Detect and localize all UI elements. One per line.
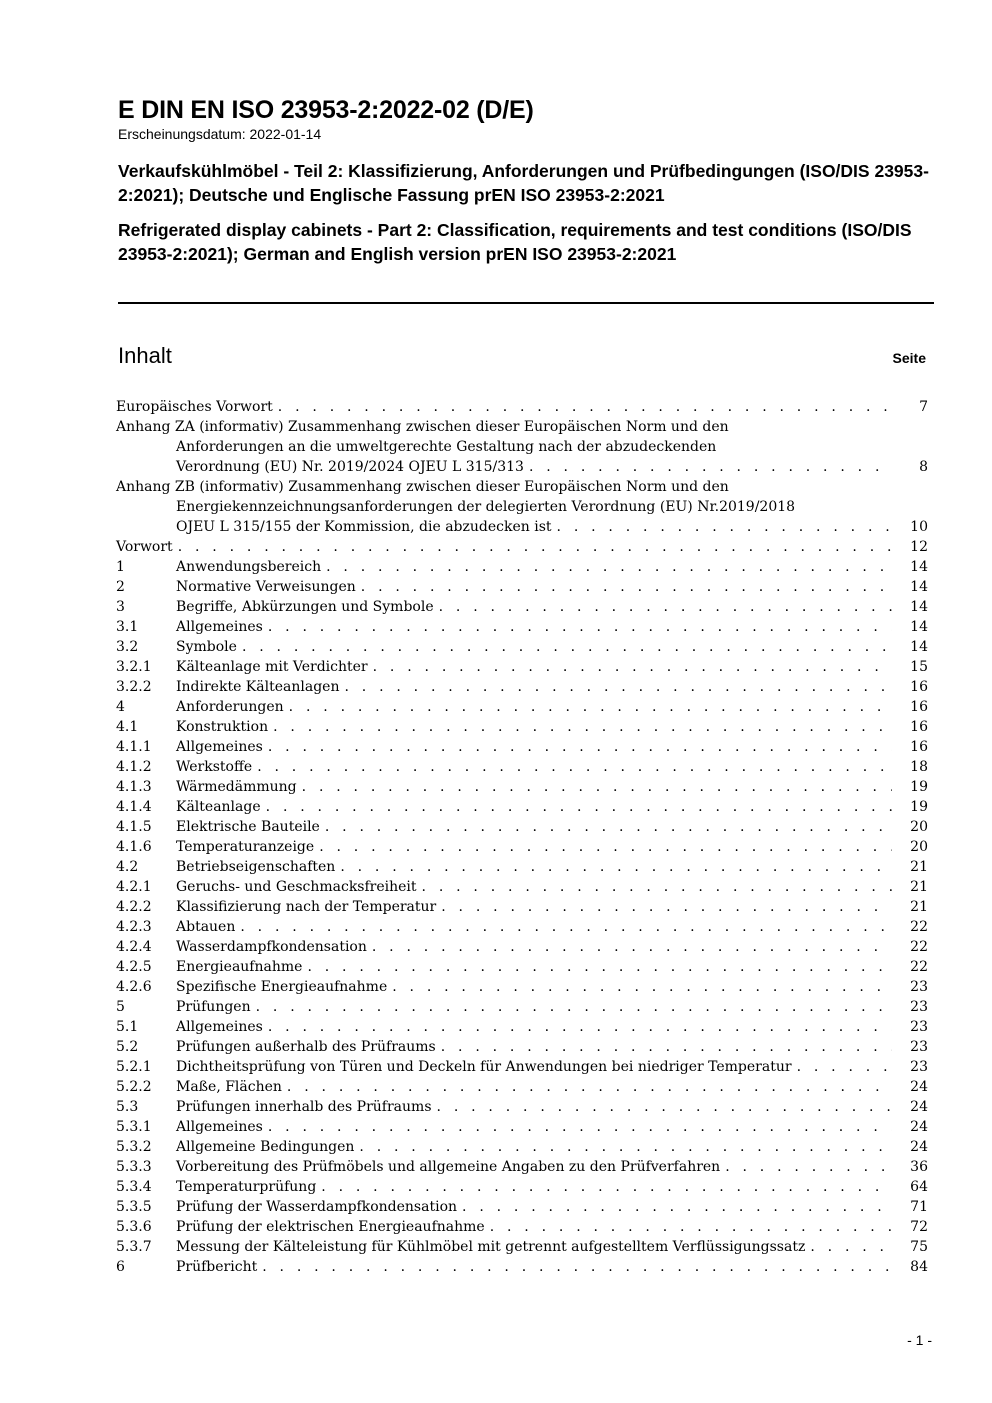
toc-leader-dots xyxy=(797,1057,892,1077)
toc-entry[interactable] xyxy=(116,677,928,697)
toc-entry[interactable] xyxy=(116,1117,928,1137)
toc-leader-dots xyxy=(257,757,892,777)
toc-entry-number: 4.1.3 xyxy=(116,779,152,795)
toc-entry-page: 8 xyxy=(919,459,928,475)
toc-entry-title: Abtauen xyxy=(176,919,236,935)
toc-entry-page: 16 xyxy=(910,699,928,715)
toc-entry-number: 5.3.6 xyxy=(116,1219,152,1235)
toc-entry-line xyxy=(116,1017,928,1037)
toc-entry-number: 3.2 xyxy=(116,639,139,655)
document-header xyxy=(118,94,934,266)
toc-entry-title: Wärmedämmung xyxy=(176,779,297,795)
toc-entry-number: 1 xyxy=(116,559,125,575)
toc-entry-line xyxy=(116,1117,928,1137)
toc-entry-title: Vorwort xyxy=(116,539,173,555)
toc-entry-title: Allgemeine Bedingungen xyxy=(176,1139,355,1155)
toc-entry[interactable] xyxy=(116,697,928,717)
toc-leader-dots xyxy=(344,677,892,697)
page-number: - 1 - xyxy=(907,1332,932,1348)
toc-leader-dots xyxy=(268,737,892,757)
toc-entry[interactable] xyxy=(116,817,928,837)
toc-entry[interactable] xyxy=(116,477,928,537)
toc-entry-page: 24 xyxy=(910,1119,928,1135)
toc-entry-page: 16 xyxy=(910,679,928,695)
toc-entry-number: 5.1 xyxy=(116,1019,139,1035)
toc-entry-title: Europäisches Vorwort xyxy=(116,399,273,415)
toc-entry-line xyxy=(116,1177,928,1197)
toc-entry-title: Prüfung der Wasserdampfkondensation xyxy=(176,1199,458,1215)
toc-leader-dots xyxy=(268,617,892,637)
toc-entry[interactable] xyxy=(116,797,928,817)
toc-leader-dots xyxy=(359,1137,892,1157)
toc-entry-title: Kälteanlage xyxy=(176,799,261,815)
toc-entry-page: 71 xyxy=(910,1199,928,1215)
toc-entry-line xyxy=(116,1057,928,1077)
toc-leader-dots xyxy=(373,657,892,677)
toc-entry[interactable] xyxy=(116,1077,928,1097)
toc-leader-dots xyxy=(307,957,892,977)
toc-entry-number: 5.3.4 xyxy=(116,1179,152,1195)
toc-entry-page: 23 xyxy=(910,979,928,995)
toc-entry-page: 14 xyxy=(910,579,928,595)
toc-entry-number: 4 xyxy=(116,699,125,715)
toc-entry-line xyxy=(116,777,928,797)
toc-entry[interactable] xyxy=(116,877,928,897)
toc-entry-line xyxy=(116,937,928,957)
publication-date: Erscheinungsdatum: 2022-01-14 xyxy=(118,126,322,142)
toc-entry-title: Kälteanlage mit Verdichter xyxy=(176,659,368,675)
toc-entry-page: 16 xyxy=(910,719,928,735)
toc-entry-line xyxy=(116,797,928,817)
toc-entry-title: Energiekennzeichnungsanforderungen der delegierten Verordnung (EU) Nr.2019/2018 xyxy=(176,499,796,515)
toc-entry-number: 4.1.4 xyxy=(116,799,152,815)
toc-entry-title: Allgemeines xyxy=(176,619,263,635)
toc-leader-dots xyxy=(392,977,892,997)
toc-entry[interactable] xyxy=(116,1257,928,1277)
toc-entry-line xyxy=(116,757,928,777)
toc-entry-line xyxy=(116,977,928,997)
toc-entry-line xyxy=(116,1157,928,1177)
toc-entry-line xyxy=(116,857,928,877)
toc-entry-page: 16 xyxy=(910,739,928,755)
toc-entry-title: Klassifizierung nach der Temperatur xyxy=(176,899,437,915)
toc-leader-dots xyxy=(178,537,892,557)
toc-entry-number: 4.2.6 xyxy=(116,979,152,995)
toc-leader-dots xyxy=(302,777,892,797)
toc-entry-line xyxy=(116,737,928,757)
toc-entry-page: 21 xyxy=(910,859,928,875)
toc-entry-number: 5.2 xyxy=(116,1039,139,1055)
toc-leader-dots xyxy=(266,797,892,817)
toc-entry-title: Spezifische Energieaufnahme xyxy=(176,979,388,995)
toc-entry-title: Anhang ZB (informativ) Zusammenhang zwischen dieser Europäischen Norm und den xyxy=(116,479,729,495)
toc-entry-line xyxy=(116,577,928,597)
toc-entry-line xyxy=(116,397,928,417)
toc-entry-line xyxy=(116,1137,928,1157)
toc-entry-line xyxy=(116,1257,928,1277)
toc-entry-number: 4.1.1 xyxy=(116,739,152,755)
toc-entry[interactable] xyxy=(116,777,928,797)
toc-entry-page: 22 xyxy=(910,919,928,935)
toc-leader-dots xyxy=(268,1117,892,1137)
toc-entry[interactable] xyxy=(116,1177,928,1197)
toc-entry-line xyxy=(116,957,928,977)
toc-entry-line xyxy=(116,817,928,837)
toc-leader-dots xyxy=(490,1217,892,1237)
toc-leader-dots xyxy=(437,1097,892,1117)
toc-leader-dots xyxy=(278,397,892,417)
toc-entry-title: Vorbereitung des Prüfmöbels und allgemeine Angaben zu den Prüfverfahren xyxy=(176,1159,721,1175)
toc-leader-dots xyxy=(262,1257,892,1277)
toc-entry-page: 24 xyxy=(910,1099,928,1115)
toc-entry-title: Wasserdampfkondensation xyxy=(176,939,367,955)
toc-entry-line xyxy=(116,677,928,697)
toc-entry-title: Messung der Kälteleistung für Kühlmöbel mit getrennt aufgestelltem Verflüssigungssatz xyxy=(176,1239,806,1255)
toc-entry-title: Symbole xyxy=(176,639,237,655)
toc-entry-title: Prüfbericht xyxy=(176,1259,258,1275)
toc-entry-number: 4.1.6 xyxy=(116,839,152,855)
toc-entry[interactable] xyxy=(116,577,928,597)
toc-entry[interactable] xyxy=(116,917,928,937)
toc-entry[interactable] xyxy=(116,1217,928,1237)
toc-entry-page: 14 xyxy=(910,559,928,575)
toc-entry-title: Temperaturanzeige xyxy=(176,839,315,855)
toc-entry-line xyxy=(116,617,928,637)
toc-entry[interactable] xyxy=(116,1157,928,1177)
toc-entry-title: Elektrische Bauteile xyxy=(176,819,320,835)
toc-entry-line xyxy=(116,717,928,737)
toc-leader-dots xyxy=(441,897,892,917)
toc-leader-dots xyxy=(289,697,892,717)
toc-entry-page: 24 xyxy=(910,1079,928,1095)
toc-entry-page: 21 xyxy=(910,899,928,915)
toc-entry[interactable] xyxy=(116,1097,928,1117)
toc-entry-number: 5.3 xyxy=(116,1099,139,1115)
toc-entry[interactable] xyxy=(116,957,928,977)
toc-entry-page: 20 xyxy=(910,819,928,835)
toc-entry-page: 64 xyxy=(910,1179,928,1195)
toc-entry-page: 19 xyxy=(910,779,928,795)
toc-entry-title: Prüfungen innerhalb des Prüfraums xyxy=(176,1099,432,1115)
toc-entry-line xyxy=(116,997,928,1017)
toc-leader-dots xyxy=(268,1017,892,1037)
toc-entry[interactable] xyxy=(116,1057,928,1077)
toc-entry-page: 36 xyxy=(910,1159,928,1175)
table-of-contents xyxy=(116,397,928,1277)
toc-entry[interactable] xyxy=(116,537,928,557)
toc-entry-number: 2 xyxy=(116,579,125,595)
toc-entry-page: 10 xyxy=(910,519,928,535)
toc-leader-dots xyxy=(326,557,892,577)
toc-entry-title: Anwendungsbereich xyxy=(176,559,322,575)
toc-entry-page: 21 xyxy=(910,879,928,895)
toc-entry-line xyxy=(116,557,928,577)
toc-entry[interactable] xyxy=(116,977,928,997)
toc-leader-dots xyxy=(242,637,892,657)
toc-entry-number: 5.3.1 xyxy=(116,1119,152,1135)
toc-entry-line xyxy=(116,897,928,917)
toc-entry-page: 22 xyxy=(910,939,928,955)
toc-entry-number: 4.2.1 xyxy=(116,879,152,895)
toc-leader-dots xyxy=(273,717,892,737)
toc-entry-line xyxy=(116,837,928,857)
toc-leader-dots xyxy=(439,597,892,617)
toc-entry-number: 3 xyxy=(116,599,125,615)
toc-entry-line xyxy=(116,517,928,537)
toc-entry[interactable] xyxy=(116,857,928,877)
toc-entry-title: Anforderungen an die umweltgerechte Gestaltung nach der abzudeckenden xyxy=(176,439,717,455)
toc-entry-number: 5.3.3 xyxy=(116,1159,152,1175)
toc-entry[interactable] xyxy=(116,1197,928,1217)
toc-entry-number: 6 xyxy=(116,1259,125,1275)
toc-entry[interactable] xyxy=(116,737,928,757)
toc-leader-dots xyxy=(240,917,892,937)
toc-entry-title: Temperaturprüfung xyxy=(176,1179,317,1195)
toc-entry-title: Begriffe, Abkürzungen und Symbole xyxy=(176,599,434,615)
toc-entry-page: 14 xyxy=(910,619,928,635)
title-english: Refrigerated display cabinets - Part 2: Classification, requirements and test conditions (ISO/DIS 23953-2:2021); German and English version prEN ISO 23953-2:2021 xyxy=(118,220,912,264)
toc-entry-line xyxy=(116,1197,928,1217)
toc-entry-title: Allgemeines xyxy=(176,1019,263,1035)
toc-leader-dots xyxy=(529,457,892,477)
toc-entry-title: Dichtheitsprüfung von Türen und Deckeln für Anwendungen bei niedriger Temperatur xyxy=(176,1059,792,1075)
toc-entry[interactable] xyxy=(116,657,928,677)
toc-entry-page: 84 xyxy=(910,1259,928,1275)
toc-entry-number: 4.2.4 xyxy=(116,939,152,955)
toc-entry-page: 75 xyxy=(910,1239,928,1255)
toc-entry-line xyxy=(116,1237,928,1257)
toc-entry-number: 4.2 xyxy=(116,859,139,875)
toc-entry-page: 12 xyxy=(910,539,928,555)
toc-entry-title: Prüfungen xyxy=(176,999,251,1015)
toc-leader-dots xyxy=(361,577,892,597)
toc-entry-number: 4.1.2 xyxy=(116,759,152,775)
toc-entry-number: 4.2.2 xyxy=(116,899,152,915)
toc-entry-title: Verordnung (EU) Nr. 2019/2024 OJEU L 315/313 xyxy=(176,459,524,475)
toc-entry[interactable] xyxy=(116,637,928,657)
toc-entry[interactable] xyxy=(116,937,928,957)
toc-entry-title: Geruchs- und Geschmacksfreiheit xyxy=(176,879,417,895)
toc-entry[interactable] xyxy=(116,717,928,737)
toc-entry-page: 23 xyxy=(910,999,928,1015)
toc-entry[interactable] xyxy=(116,557,928,577)
toc-entry-page: 20 xyxy=(910,839,928,855)
toc-entry-page: 14 xyxy=(910,639,928,655)
toc-entry-title: Werkstoffe xyxy=(176,759,253,775)
toc-entry-number: 5.2.1 xyxy=(116,1059,152,1075)
toc-entry-line xyxy=(116,877,928,897)
toc-leader-dots xyxy=(372,937,892,957)
header-divider xyxy=(118,302,934,304)
toc-entry-number: 4.2.5 xyxy=(116,959,152,975)
toc-entry[interactable] xyxy=(116,1037,928,1057)
toc-entry-number: 5.3.7 xyxy=(116,1239,152,1255)
toc-entry-page: 7 xyxy=(919,399,928,415)
toc-entry-line xyxy=(116,917,928,937)
toc-entry[interactable] xyxy=(116,997,928,1017)
toc-entry-number: 3.2.1 xyxy=(116,659,152,675)
toc-leader-dots xyxy=(340,857,892,877)
toc-entry-page: 18 xyxy=(910,759,928,775)
toc-entry-line xyxy=(116,657,928,677)
toc-entry[interactable] xyxy=(116,897,928,917)
toc-entry-number: 4.1.5 xyxy=(116,819,152,835)
toc-leader-dots xyxy=(325,817,892,837)
toc-entry-number: 5.2.2 xyxy=(116,1079,152,1095)
toc-entry[interactable] xyxy=(116,617,928,637)
toc-entry-title: Allgemeines xyxy=(176,1119,263,1135)
toc-entry-line xyxy=(116,1097,928,1117)
toc-entry-title: Prüfungen außerhalb des Prüfraums xyxy=(176,1039,436,1055)
toc-entry-number: 3.1 xyxy=(116,619,139,635)
toc-entry-line xyxy=(116,1217,928,1237)
toc-entry-page: 22 xyxy=(910,959,928,975)
toc-leader-dots xyxy=(462,1197,892,1217)
toc-entry-line xyxy=(116,1037,928,1057)
toc-entry-title: Prüfung der elektrischen Energieaufnahme xyxy=(176,1219,485,1235)
toc-entry-page: 23 xyxy=(910,1059,928,1075)
toc-entry-page: 23 xyxy=(910,1039,928,1055)
toc-page-column-header: Seite xyxy=(892,350,926,366)
toc-leader-dots xyxy=(810,1237,892,1257)
toc-entry-title: OJEU L 315/155 der Kommission, die abzudecken ist xyxy=(176,519,552,535)
toc-entry-number: 5.3.5 xyxy=(116,1199,152,1215)
toc-leader-dots xyxy=(321,1177,892,1197)
toc-entry-line xyxy=(116,637,928,657)
toc-entry-line xyxy=(116,477,928,497)
toc-entry-line xyxy=(116,697,928,717)
toc-entry-number: 3.2.2 xyxy=(116,679,152,695)
toc-entry-title: Anforderungen xyxy=(176,699,284,715)
toc-entry-title: Maße, Flächen xyxy=(176,1079,282,1095)
toc-entry[interactable] xyxy=(116,1017,928,1037)
toc-entry-title: Konstruktion xyxy=(176,719,269,735)
toc-entry-line xyxy=(116,537,928,557)
toc-entry-number: 4.2.3 xyxy=(116,919,152,935)
toc-entry-line xyxy=(116,1077,928,1097)
toc-entry-title: Indirekte Kälteanlagen xyxy=(176,679,340,695)
toc-entry-title: Allgemeines xyxy=(176,739,263,755)
toc-entry-page: 72 xyxy=(910,1219,928,1235)
toc-entry-page: 15 xyxy=(910,659,928,675)
title-german: Verkaufskühlmöbel - Teil 2: Klassifizierung, Anforderungen und Prüfbedingungen (ISO/DIS 23953-2:2021); Deutsche und Englische Fassung prEN ISO 23953-2:2021 xyxy=(118,161,929,205)
toc-entry-number: 5 xyxy=(116,999,125,1015)
toc-entry-title: Energieaufnahme xyxy=(176,959,303,975)
document-id: E DIN EN ISO 23953-2:2022-02 (D/E) xyxy=(118,96,534,124)
toc-leader-dots xyxy=(422,877,892,897)
toc-entry-title: Betriebseigenschaften xyxy=(176,859,336,875)
toc-entry[interactable] xyxy=(116,597,928,617)
toc-entry[interactable] xyxy=(116,397,928,417)
toc-entry-line xyxy=(116,597,928,617)
toc-heading: Inhalt xyxy=(118,343,172,368)
toc-entry-title: Normative Verweisungen xyxy=(176,579,356,595)
toc-entry[interactable] xyxy=(116,1237,928,1257)
toc-entry[interactable] xyxy=(116,1137,928,1157)
toc-entry-page: 19 xyxy=(910,799,928,815)
toc-entry-title: Anhang ZA (informativ) Zusammenhang zwischen dieser Europäischen Norm und den xyxy=(116,419,729,435)
toc-entry-number: 4.1 xyxy=(116,719,139,735)
toc-entry[interactable] xyxy=(116,837,928,857)
toc-leader-dots xyxy=(557,517,892,537)
toc-entry[interactable] xyxy=(116,757,928,777)
toc-entry-page: 23 xyxy=(910,1019,928,1035)
toc-leader-dots xyxy=(725,1157,892,1177)
toc-leader-dots xyxy=(256,997,892,1017)
toc-entry-page: 24 xyxy=(910,1139,928,1155)
toc-leader-dots xyxy=(441,1037,892,1057)
toc-entry[interactable] xyxy=(116,417,928,477)
toc-entry-page: 14 xyxy=(910,599,928,615)
toc-leader-dots xyxy=(287,1077,892,1097)
toc-entry-line xyxy=(116,417,928,437)
toc-leader-dots xyxy=(319,837,892,857)
toc-entry-number: 5.3.2 xyxy=(116,1139,152,1155)
toc-entry-line xyxy=(116,457,928,477)
